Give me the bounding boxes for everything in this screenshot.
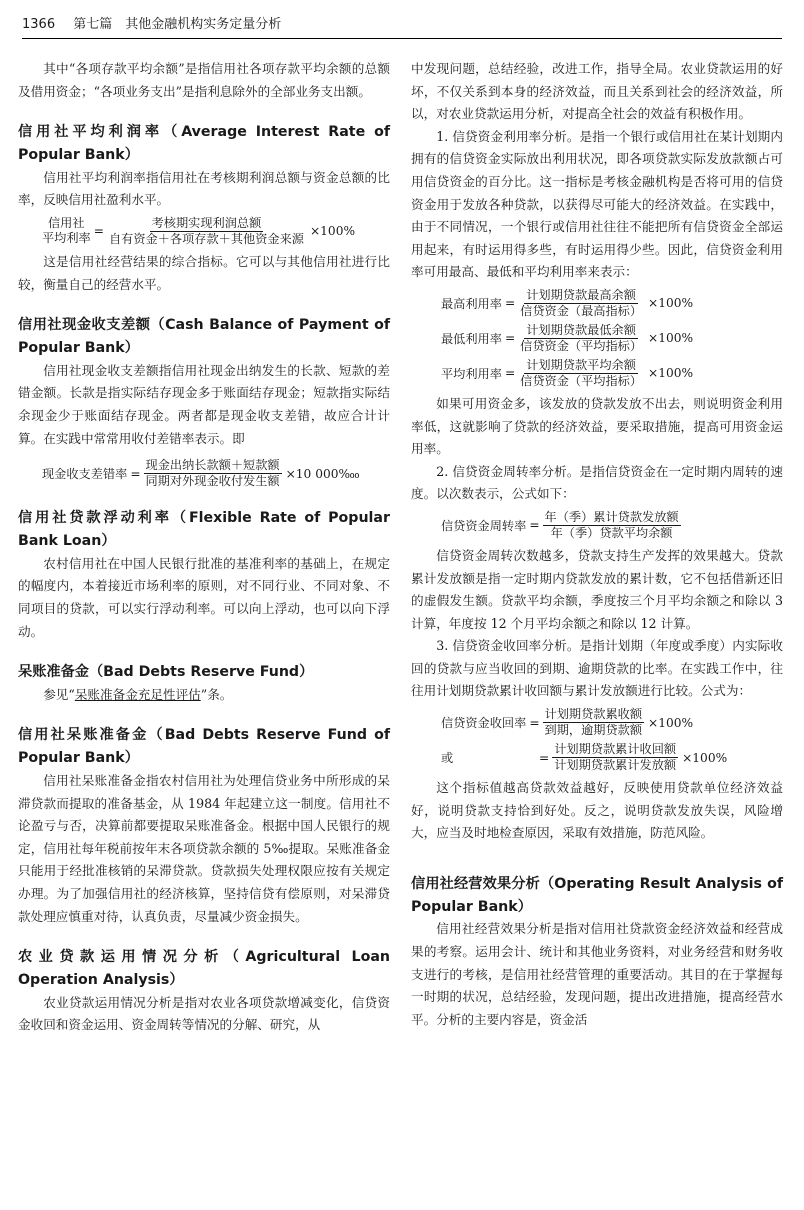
chapter-title: 第七篇 其他金融机构实务定量分析: [73, 17, 282, 32]
formula-max-utilization: [411, 288, 783, 319]
formula-denominator: 信贷资金（最高指标）: [520, 303, 643, 318]
formula-fraction: [518, 323, 644, 354]
section-title-operating-result: 信用社经营效果分析（Operating Result Analysis of Popular Bank）: [411, 875, 783, 915]
formula-multiplier: ×100%: [648, 715, 694, 730]
formula-numerator: 计划期贷款累收额: [544, 707, 643, 722]
formula-recovery-rate: [411, 707, 783, 738]
formula-cash-error-rate: [18, 458, 390, 489]
formula-lhs: [42, 216, 91, 246]
formula-fraction: [518, 358, 644, 389]
formula-multiplier: ×100%: [648, 331, 694, 346]
page-header: [22, 13, 782, 39]
formula-numerator: 年（季）累计贷款发放额: [544, 509, 679, 524]
formula-numerator: 现金出纳长款额＋短款额: [145, 458, 280, 473]
formula-fraction: [107, 216, 306, 247]
formula-fraction: [144, 458, 282, 489]
formula-lhs: 平均利用率: [441, 366, 502, 381]
paragraph: 信用社现金收支差额指信用社现金出纳发生的长款、短款的差错金额。长款是指实际结存现金多于账面结存现金；短款指实际结余现金少于账面结存现金。两者都是现金收支差错，故应合计计算。在实践中常常用收付差错率表示。即: [18, 362, 390, 446]
formula-denominator: 到期，逾期贷款额: [544, 723, 643, 738]
formula-multiplier: ×100%: [682, 750, 728, 765]
formula-lhs: 信贷资金周转率: [441, 518, 527, 533]
formula-eq: =: [130, 466, 141, 481]
formula-avg-utilization: [411, 358, 783, 389]
formula-numerator: 考核期实现利润总额: [151, 215, 262, 230]
cross-reference: [18, 684, 390, 707]
formula-lhs-line2: 平均利率: [42, 231, 91, 246]
formula-turnover-rate: [411, 510, 783, 541]
formula-denominator: 自有资金＋各项存款＋其他资金来源: [108, 231, 304, 246]
formula-eq: =: [529, 518, 540, 533]
formula-fraction: [543, 707, 645, 738]
formula-eq: =: [504, 331, 516, 346]
formula-numerator: 计划期贷款最低余额: [526, 322, 636, 337]
paragraph: 这个指标值越高贷款效益越好，反映使用贷款单位经济效益好，说明贷款支持恰到好处。反之，说明贷款发放失误，风险增大，应当及时地检查原因，采取有效措施，防范风险。: [411, 780, 783, 841]
paragraph: 2. 信贷资金周转率分析。是指信贷资金在一定时期内周转的速度。以次数表示，公式如下：: [411, 463, 783, 502]
paragraph: 信用社平均利润率指信用社在考核期利润总额与资金总额的比率，反映信用社盈利水平。: [18, 169, 390, 208]
formula-lhs: 最高利用率: [441, 296, 502, 311]
paragraph: 这是信用社经营结果的综合指标。它可以与其他信用社进行比较，衡量自己的经营水平。: [18, 253, 390, 292]
formula-denominator: 年（季）贷款平均余额: [550, 525, 673, 540]
formula-multiplier: ×100%: [648, 296, 694, 311]
formula-eq: =: [504, 296, 516, 311]
formula-average-interest-rate: [18, 216, 390, 247]
formula-multiplier: ×10 000‱: [285, 466, 360, 481]
paragraph: 信用社经营效果分析是指对信用社贷款资金经济效益和经营成果的考察。运用会计、统计和其他业务资料，对业务经营和财务收支进行的考核，是信用社经营管理的重要活动。其目的在于掌握每一时期的状况，总结经验，发现问题，提出改进措施，提高经营水平。分析的主要内容是，资金活: [411, 921, 783, 1027]
formula-denominator: 同期对外现金收付发生额: [145, 474, 280, 489]
formula-denominator: 信贷资金（平均指标）: [520, 373, 643, 388]
paragraph: 农业贷款运用情况分析是指对农业各项贷款增减变化，信贷资金收回和资金运用、资金周转等情况的分解、研究，从: [18, 994, 390, 1033]
cross-ref-prefix: 参见“: [43, 686, 75, 702]
formula-numerator: 计划期贷款平均余额: [526, 357, 636, 372]
paragraph: 信用社呆账准备金指农村信用社为处理信贷业务中所形成的呆滞贷款而提取的准备基金，从 1984 年起建立这一制度。信用社不论盈亏与否，决算前都要提取呆账准备金。根据中国人民银行的规定，信用社每年税前按年末各项贷款余额的 5‰提取。呆账准备金只能用于经批准核销的呆滞贷款。贷款损失处理权限应按有关规定办理。为了加强信用社的经济核算，坚持信贷有偿原则，对呆滞贷款处理应慎重对待，认真负责，尽量减少资金损失。: [18, 773, 390, 924]
formula-lhs: 最低利用率: [441, 331, 502, 346]
formula-numerator: 计划期贷款最高余额: [526, 287, 636, 302]
section-title-agricultural-loan: 农业贷款运用情况分析（Agricultural Loan Operation Analysis）: [18, 949, 390, 989]
formula-fraction: [552, 742, 678, 773]
formula-denominator: 信贷资金（平均指标）: [520, 338, 643, 353]
formula-eq: =: [504, 366, 516, 381]
section-title-cash-balance: 信用社现金收支差额（Cash Balance of Payment of Popular Bank）: [18, 317, 390, 356]
formula-multiplier: ×100%: [648, 366, 694, 381]
formula-lhs: 现金收支差错率: [42, 467, 128, 482]
paragraph: 农村信用社在中国人民银行批准的基准利率的基础上，在规定的幅度内，本着接近市场利率的原则，对不同行业、不同对象、不同项目的贷款，可以实行浮动利率。可以向上浮动，也可以向下浮动。: [18, 555, 390, 639]
formula-fraction: [543, 510, 681, 541]
formula-fraction: [518, 288, 644, 319]
formula-lhs: 或: [441, 751, 454, 766]
paragraph: 其中“各项存款平均余额”是指信用社各项存款平均余额的总额及借用资金；“各项业务支出”是指利息除外的全部业务支出额。: [18, 61, 390, 99]
formula-lhs-line1: 信用社: [48, 216, 85, 231]
cross-ref-link[interactable]: 呆账准备金充足性评估: [74, 686, 201, 702]
right-column: [411, 58, 783, 1031]
formula-min-utilization: [411, 323, 783, 354]
formula-eq: =: [539, 750, 550, 765]
section-title-flexible-rate: 信用社贷款浮动利率（Flexible Rate of Popular Bank Loan）: [18, 510, 390, 549]
left-column: [18, 58, 390, 1037]
formula-lhs: 信贷资金收回率: [441, 716, 527, 731]
formula-eq: =: [529, 715, 540, 730]
cross-ref-suffix: ”条。: [200, 686, 233, 702]
paragraph: 3. 信贷资金收回率分析。是指计划期（年度或季度）内实际收回的贷款与应当收回的到期、逾期贷款的比率。在实践工作中，往往用计划期贷款累计收回额与累计发放额进行比较。公式为：: [411, 638, 783, 699]
section-title-average-interest-rate: 信用社平均利润率（Average Interest Rate of Popular Bank）: [18, 124, 390, 163]
paragraph: 信贷资金周转次数越多，贷款支持生产发挥的效果越大。贷款累计发放额是指一定时期内贷款发放的累计数，它不包括借新还旧的虚假发生额。贷款平均余额，季度按三个月平均余额之和除以 3 计算，年度按 12 个月平均余额之和除以 12 计算。: [411, 547, 783, 631]
section-title-bad-debts-reserve: 呆账准备金（Bad Debts Reserve Fund）: [18, 664, 314, 681]
formula-denominator: 计划期贷款累计发放额: [554, 758, 677, 773]
formula-eq: =: [93, 224, 104, 239]
formula-recovery-rate-alt: [411, 742, 783, 773]
page-number: 1366: [22, 17, 56, 32]
formula-multiplier: ×100%: [309, 224, 356, 239]
paragraph: 中发现问题，总结经验，改进工作，指导全局。农业贷款运用的好坏，不仅关系到本身的经济效益，而且关系到社会的经济效益，所以，对农业贷款运用分析，对提高全社会的效益有积极作用。: [411, 61, 783, 122]
section-title-bad-debts-reserve-popular-bank: 信用社呆账准备金（Bad Debts Reserve Fund of Popular Bank）: [18, 727, 390, 767]
paragraph: 如果可用资金多，该发放的贷款发放不出去，则说明资金利用率低，这就影响了贷款的经济效益，要采取措施，提高可用资金运用率。: [411, 395, 783, 457]
formula-numerator: 计划期贷款累计收回额: [554, 742, 677, 757]
paragraph: 1. 信贷资金利用率分析。是指一个银行或信用社在某计划期内拥有的信贷资金实际放出利用状况，即各项贷款实际发放款额占可用信贷资金的百分比。这一指标是考核金融机构是否将可用的信贷资金用于发放各种贷款，以获得尽可能大的经济效益。在实践中，由于不同情况，一个银行或信用社往往不能把所有信贷资金全部运用起来，有时运用得多些，有时运用得少些。因此，信贷资金利用率可用最高、最低和平均利用率来表示：: [411, 128, 783, 280]
